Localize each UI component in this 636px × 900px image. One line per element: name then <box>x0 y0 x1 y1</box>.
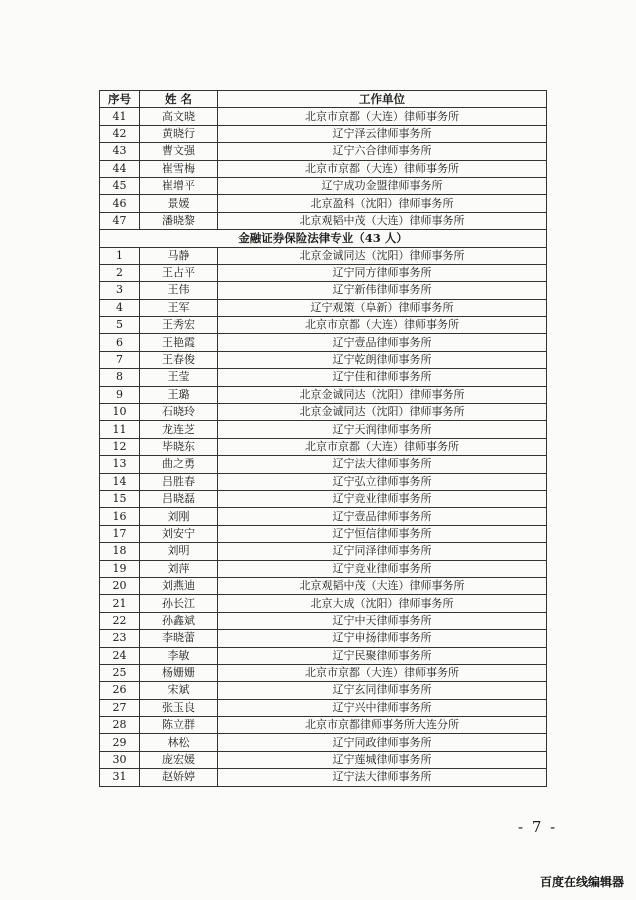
table-row <box>100 647 547 664</box>
header-unit: 工作单位 <box>218 91 547 108</box>
table-row <box>100 490 547 507</box>
table-header-row <box>100 91 547 108</box>
cell-name: 王春俊 <box>140 351 218 368</box>
cell-no: 9 <box>100 386 140 403</box>
cell-unit: 辽宁泽云律师事务所 <box>218 125 547 142</box>
cell-no: 22 <box>100 612 140 629</box>
cell-no: 21 <box>100 595 140 612</box>
table-row <box>100 664 547 681</box>
table-row <box>100 404 547 421</box>
table-row <box>100 351 547 368</box>
cell-name: 王艳霞 <box>140 334 218 351</box>
cell-name: 王璐 <box>140 386 218 403</box>
cell-no: 42 <box>100 125 140 142</box>
cell-unit: 辽宁六合律师事务所 <box>218 143 547 160</box>
cell-no: 27 <box>100 699 140 716</box>
cell-name: 孙鑫斌 <box>140 612 218 629</box>
cell-no: 17 <box>100 525 140 542</box>
table-row <box>100 108 547 125</box>
cell-no: 28 <box>100 717 140 734</box>
cell-unit: 辽宁莲城律师事务所 <box>218 751 547 768</box>
cell-unit: 辽宁同泽律师事务所 <box>218 543 547 560</box>
table-row <box>100 682 547 699</box>
table-row <box>100 456 547 473</box>
cell-no: 16 <box>100 508 140 525</box>
cell-unit: 辽宁壹品律师事务所 <box>218 508 547 525</box>
cell-unit: 北京大成（沈阳）律师事务所 <box>218 595 547 612</box>
cell-unit: 辽宁壹品律师事务所 <box>218 334 547 351</box>
table-row <box>100 160 547 177</box>
cell-no: 46 <box>100 195 140 212</box>
cell-no: 23 <box>100 630 140 647</box>
cell-unit: 辽宁成功金盟律师事务所 <box>218 177 547 194</box>
page-number: - 7 - <box>518 818 558 836</box>
cell-unit: 北京市京都（大连）律师事务所 <box>218 664 547 681</box>
cell-name: 龙连芝 <box>140 421 218 438</box>
table-row <box>100 508 547 525</box>
cell-unit: 辽宁天润律师事务所 <box>218 421 547 438</box>
table-row <box>100 195 547 212</box>
table-row <box>100 125 547 142</box>
cell-name: 陈立群 <box>140 717 218 734</box>
table-row <box>100 751 547 768</box>
cell-name: 林松 <box>140 734 218 751</box>
table-row <box>100 212 547 229</box>
cell-name: 李敏 <box>140 647 218 664</box>
section-title-row <box>100 230 547 247</box>
table-row <box>100 543 547 560</box>
cell-no: 6 <box>100 334 140 351</box>
cell-no: 11 <box>100 421 140 438</box>
cell-name: 刘明 <box>140 543 218 560</box>
cell-unit: 辽宁玄同律师事务所 <box>218 682 547 699</box>
cell-name: 刘刚 <box>140 508 218 525</box>
cell-unit: 辽宁恒信律师事务所 <box>218 525 547 542</box>
cell-name: 张玉良 <box>140 699 218 716</box>
cell-name: 石晓玲 <box>140 404 218 421</box>
cell-no: 20 <box>100 577 140 594</box>
table-row <box>100 264 547 281</box>
cell-no: 26 <box>100 682 140 699</box>
cell-unit: 辽宁乾朗律师事务所 <box>218 351 547 368</box>
cell-name: 高文晓 <box>140 108 218 125</box>
cell-no: 15 <box>100 490 140 507</box>
cell-name: 王占平 <box>140 264 218 281</box>
cell-no: 4 <box>100 299 140 316</box>
cell-unit: 北京盈科（沈阳）律师事务所 <box>218 195 547 212</box>
cell-no: 45 <box>100 177 140 194</box>
table-row <box>100 699 547 716</box>
table-row <box>100 734 547 751</box>
watermark-text: 百度在线编辑器 <box>539 875 624 889</box>
cell-no: 31 <box>100 769 140 786</box>
cell-no: 18 <box>100 543 140 560</box>
cell-unit: 辽宁申扬律师事务所 <box>218 630 547 647</box>
roster-body <box>100 91 547 787</box>
header-no: 序号 <box>100 91 140 108</box>
cell-no: 1 <box>100 247 140 264</box>
cell-unit: 辽宁法大律师事务所 <box>218 456 547 473</box>
cell-name: 曲之勇 <box>140 456 218 473</box>
cell-no: 14 <box>100 473 140 490</box>
cell-name: 曹文强 <box>140 143 218 160</box>
cell-name: 崔雪梅 <box>140 160 218 177</box>
table-row <box>100 299 547 316</box>
cell-name: 刘安宁 <box>140 525 218 542</box>
table-row <box>100 317 547 334</box>
cell-name: 王秀宏 <box>140 317 218 334</box>
cell-unit: 北京金诚同达（沈阳）律师事务所 <box>218 404 547 421</box>
cell-name: 赵娇婷 <box>140 769 218 786</box>
cell-no: 30 <box>100 751 140 768</box>
table-row <box>100 421 547 438</box>
table-row <box>100 177 547 194</box>
table-row <box>100 612 547 629</box>
cell-unit: 辽宁同方律师事务所 <box>218 264 547 281</box>
cell-unit: 辽宁同政律师事务所 <box>218 734 547 751</box>
cell-unit: 辽宁兴中律师事务所 <box>218 699 547 716</box>
table-row <box>100 577 547 594</box>
cell-name: 孙长江 <box>140 595 218 612</box>
cell-unit: 辽宁法大律师事务所 <box>218 769 547 786</box>
cell-unit: 北京市京都（大连）律师事务所 <box>218 160 547 177</box>
cell-unit: 北京市京都（大连）律师事务所 <box>218 317 547 334</box>
cell-name: 王军 <box>140 299 218 316</box>
table-row <box>100 438 547 455</box>
cell-name: 李晓蕾 <box>140 630 218 647</box>
table-row <box>100 143 547 160</box>
cell-no: 13 <box>100 456 140 473</box>
cell-unit: 北京市京都（大连）律师事务所 <box>218 108 547 125</box>
cell-name: 王伟 <box>140 282 218 299</box>
cell-unit: 辽宁竞业律师事务所 <box>218 490 547 507</box>
cell-no: 5 <box>100 317 140 334</box>
cell-name: 吕胜春 <box>140 473 218 490</box>
cell-no: 47 <box>100 212 140 229</box>
cell-unit: 辽宁新伟律师事务所 <box>218 282 547 299</box>
cell-unit: 辽宁弘立律师事务所 <box>218 473 547 490</box>
table-row <box>100 769 547 786</box>
cell-no: 25 <box>100 664 140 681</box>
cell-no: 19 <box>100 560 140 577</box>
cell-name: 景媛 <box>140 195 218 212</box>
cell-name: 毕晓东 <box>140 438 218 455</box>
table-row <box>100 717 547 734</box>
cell-no: 10 <box>100 404 140 421</box>
table-row <box>100 595 547 612</box>
cell-unit: 辽宁竞业律师事务所 <box>218 560 547 577</box>
cell-no: 3 <box>100 282 140 299</box>
cell-no: 41 <box>100 108 140 125</box>
cell-name: 刘萍 <box>140 560 218 577</box>
cell-unit: 辽宁佳和律师事务所 <box>218 369 547 386</box>
section-title: 金融证券保险法律专业（43 人） <box>100 230 547 247</box>
cell-unit: 北京金诚同达（沈阳）律师事务所 <box>218 386 547 403</box>
cell-unit: 辽宁观策（阜新）律师事务所 <box>218 299 547 316</box>
table-row <box>100 525 547 542</box>
cell-unit: 北京市京都（大连）律师事务所 <box>218 438 547 455</box>
table-row <box>100 369 547 386</box>
table-row <box>100 560 547 577</box>
table-row <box>100 247 547 264</box>
table-row <box>100 386 547 403</box>
cell-name: 潘晓黎 <box>140 212 218 229</box>
cell-unit: 北京市京都律师事务所大连分所 <box>218 717 547 734</box>
lawyer-roster-table <box>99 90 547 787</box>
cell-name: 崔增平 <box>140 177 218 194</box>
cell-name: 杨姗姗 <box>140 664 218 681</box>
cell-unit: 北京观韬中茂（大连）律师事务所 <box>218 212 547 229</box>
cell-name: 黄晓行 <box>140 125 218 142</box>
cell-name: 宋斌 <box>140 682 218 699</box>
cell-name: 庞宏媛 <box>140 751 218 768</box>
header-name: 姓 名 <box>140 91 218 108</box>
table-row <box>100 630 547 647</box>
table-row <box>100 473 547 490</box>
cell-name: 吕晓磊 <box>140 490 218 507</box>
cell-name: 马静 <box>140 247 218 264</box>
cell-no: 43 <box>100 143 140 160</box>
cell-no: 12 <box>100 438 140 455</box>
cell-unit: 辽宁中天律师事务所 <box>218 612 547 629</box>
cell-no: 7 <box>100 351 140 368</box>
cell-name: 刘燕迪 <box>140 577 218 594</box>
table-row <box>100 334 547 351</box>
cell-no: 24 <box>100 647 140 664</box>
cell-unit: 北京观韬中茂（大连）律师事务所 <box>218 577 547 594</box>
cell-no: 44 <box>100 160 140 177</box>
cell-unit: 北京金诚同达（沈阳）律师事务所 <box>218 247 547 264</box>
cell-no: 2 <box>100 264 140 281</box>
cell-no: 29 <box>100 734 140 751</box>
cell-no: 8 <box>100 369 140 386</box>
cell-name: 王莹 <box>140 369 218 386</box>
cell-unit: 辽宁民聚律师事务所 <box>218 647 547 664</box>
table-row <box>100 282 547 299</box>
